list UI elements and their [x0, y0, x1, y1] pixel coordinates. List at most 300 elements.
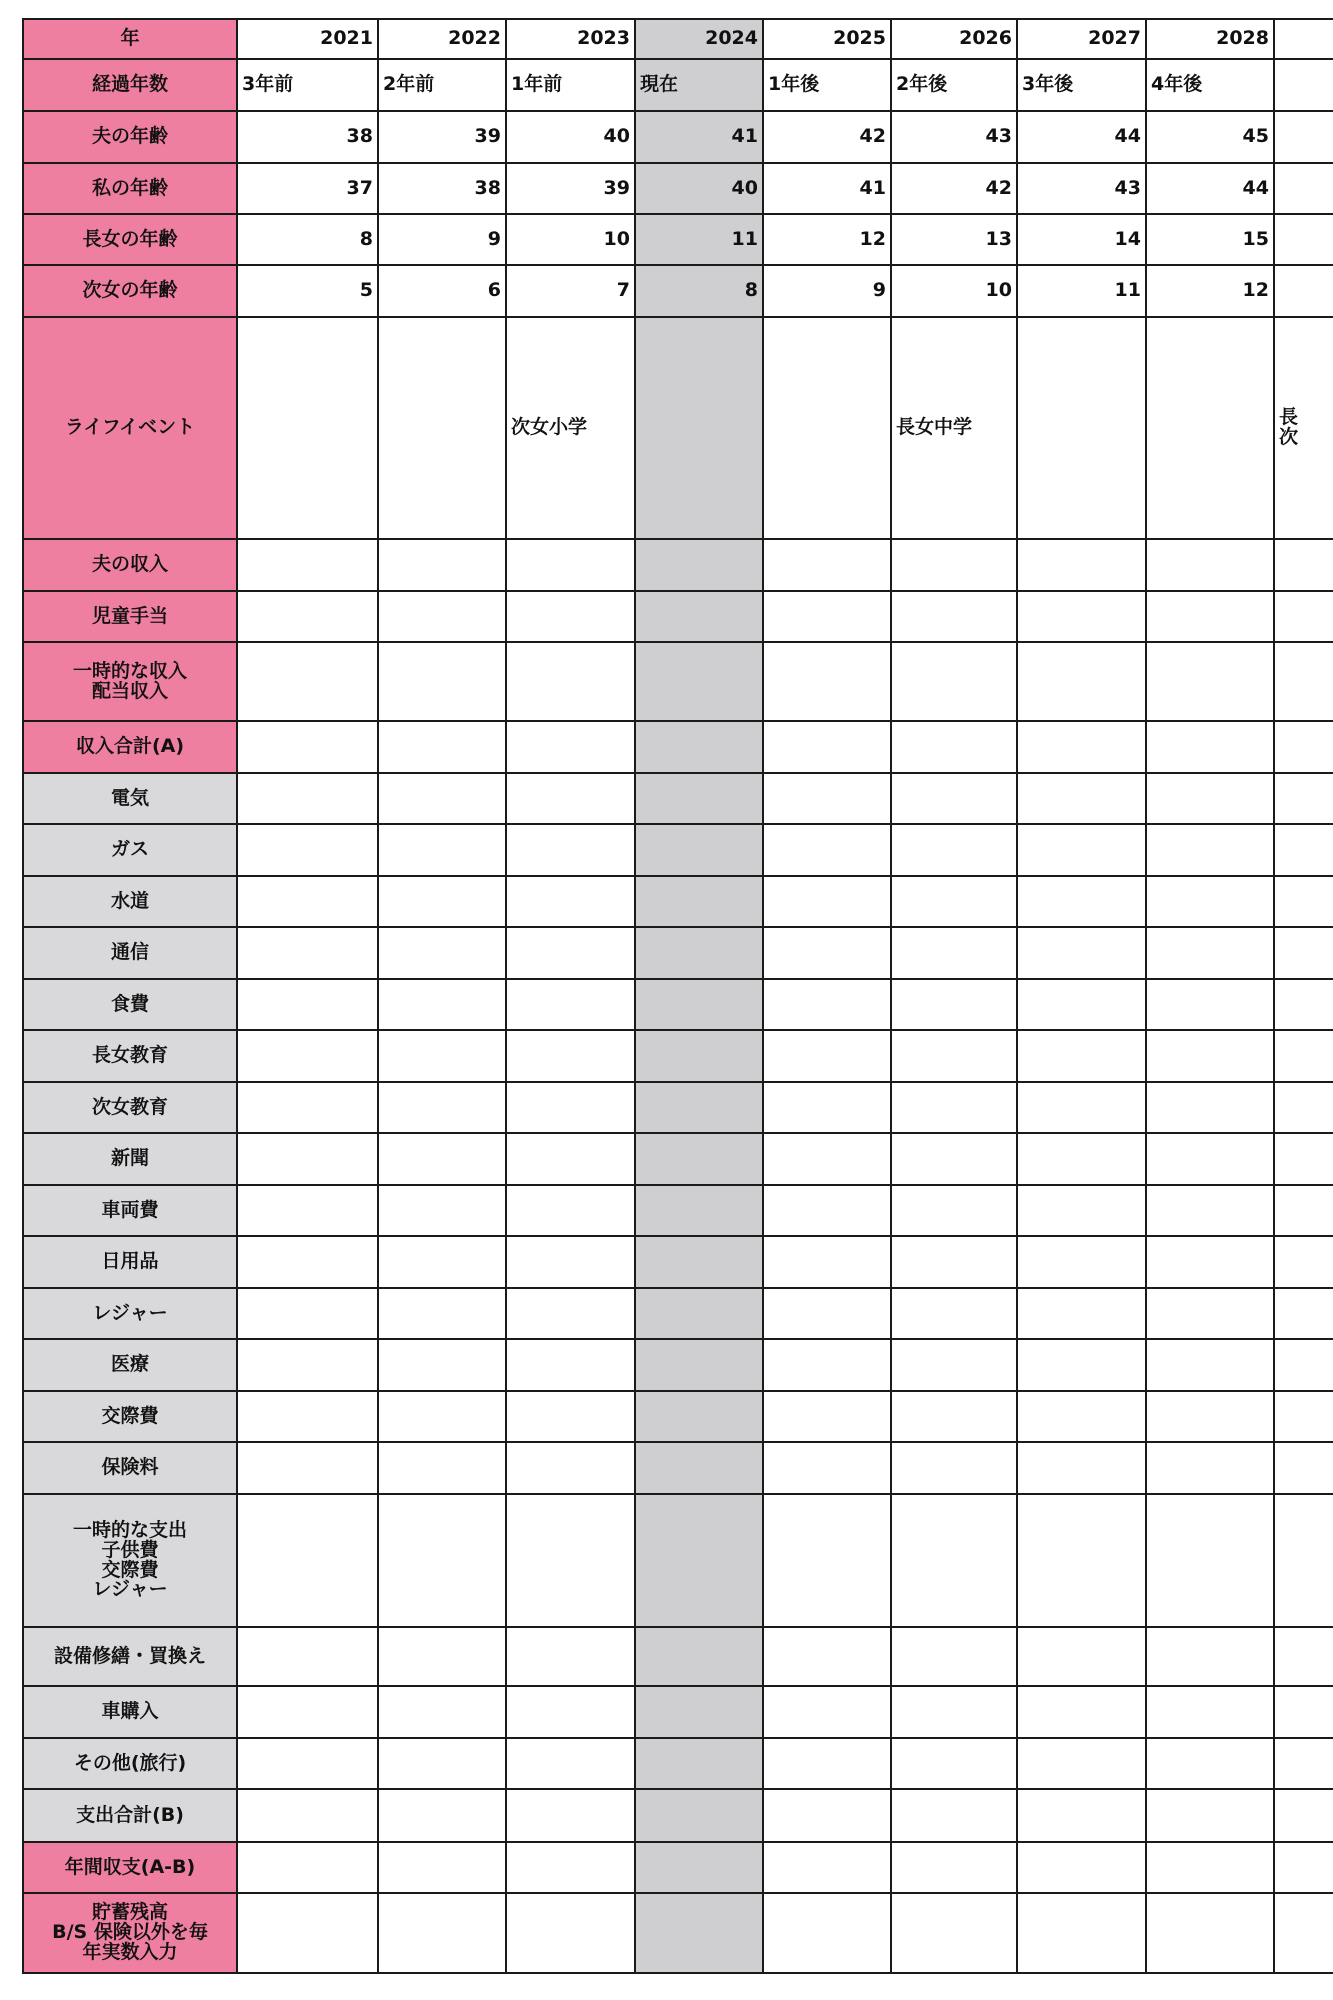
income-row-cell[interactable]	[1146, 539, 1274, 591]
expense-row	[23, 1082, 1333, 1133]
savings-row-cell[interactable]	[506, 1893, 635, 1973]
income-row-label-text: 配当収入	[91, 679, 168, 702]
expense-row-cell[interactable]	[891, 1030, 1017, 1082]
expense-row-cell-partial	[1274, 979, 1333, 1030]
income-total-row-cell[interactable]	[506, 721, 635, 773]
balance-row-cell[interactable]	[506, 1842, 635, 1893]
expense-row-cell[interactable]	[763, 1738, 891, 1789]
expense-row	[23, 1133, 1333, 1185]
income-row-cell[interactable]	[378, 539, 506, 591]
expense-row-cell[interactable]	[1017, 927, 1146, 979]
expense-row-cell[interactable]	[237, 773, 378, 824]
expense-row-cell[interactable]	[378, 1339, 506, 1391]
expense-row-label-text: 通信	[110, 941, 149, 964]
life-event-cell[interactable]	[763, 317, 891, 539]
income-total-row-cell[interactable]	[635, 721, 763, 773]
expense-row-cell[interactable]	[763, 1133, 891, 1185]
expense-row-cell[interactable]	[763, 979, 891, 1030]
life-event-cell[interactable]	[237, 317, 378, 539]
second-daughter-age-row-cell: 8	[635, 265, 763, 317]
expense-row-cell[interactable]	[1017, 1686, 1146, 1738]
life-event-cell[interactable]	[635, 317, 763, 539]
expense-row-cell[interactable]	[635, 1686, 763, 1738]
expense-row-cell[interactable]	[237, 1738, 378, 1789]
expense-row-cell[interactable]	[891, 824, 1017, 876]
expense-row-cell[interactable]	[1017, 1391, 1146, 1442]
expense-row-cell[interactable]	[506, 1391, 635, 1442]
income-row-cell[interactable]	[891, 591, 1017, 642]
expense-total-row-cell[interactable]	[237, 1789, 378, 1842]
expense-row-cell[interactable]	[763, 773, 891, 824]
expense-row-cell[interactable]	[506, 773, 635, 824]
life-event-cell[interactable]	[1017, 317, 1146, 539]
second-daughter-age-row-cell: 9	[763, 265, 891, 317]
life-event-cell[interactable]	[1146, 317, 1274, 539]
expense-row-cell[interactable]	[635, 773, 763, 824]
expense-row-cell[interactable]	[378, 824, 506, 876]
life-event-row-label-text: ライフイベント	[64, 416, 196, 439]
life-event-partial-text: 長	[1279, 406, 1299, 429]
savings-row-cell[interactable]	[635, 1893, 763, 1973]
balance-row-cell[interactable]	[1017, 1842, 1146, 1893]
expense-row-label-text: 交際費	[101, 1404, 159, 1427]
balance-row-cell[interactable]	[635, 1842, 763, 1893]
expense-row-cell[interactable]	[891, 1236, 1017, 1288]
income-row-cell[interactable]	[635, 539, 763, 591]
expense-row-cell[interactable]	[1017, 1185, 1146, 1236]
expense-row-cell-partial	[1274, 876, 1333, 927]
expense-row-cell[interactable]	[635, 1339, 763, 1391]
expense-row-cell[interactable]	[1017, 876, 1146, 927]
expense-row-cell[interactable]	[763, 1236, 891, 1288]
expense-row-cell[interactable]	[635, 1627, 763, 1686]
expense-row-cell[interactable]	[378, 1236, 506, 1288]
expense-row-cell[interactable]	[1017, 1288, 1146, 1339]
expense-row-cell[interactable]	[506, 1627, 635, 1686]
expense-row-cell[interactable]	[1146, 1391, 1274, 1442]
expense-row-cell[interactable]	[237, 1236, 378, 1288]
expense-row-cell[interactable]	[378, 1185, 506, 1236]
expense-row-cell[interactable]	[891, 1627, 1017, 1686]
expense-row-label-text: 食費	[110, 992, 149, 1015]
expense-row-label-text: 次女教育	[91, 1095, 168, 1118]
income-row-cell[interactable]	[763, 642, 891, 721]
expense-row-cell[interactable]	[237, 1686, 378, 1738]
expense-row-cell[interactable]	[635, 876, 763, 927]
expense-row-label	[23, 979, 237, 1030]
income-total-row-cell-partial	[1274, 721, 1333, 773]
life-event-cell[interactable]	[378, 317, 506, 539]
expense-row-cell[interactable]	[1146, 1627, 1274, 1686]
savings-row-label-text: B/S 保険以外を毎	[52, 1921, 208, 1944]
second-daughter-age-row-label-text: 次女の年齢	[82, 279, 178, 302]
expense-total-row-cell[interactable]	[1017, 1789, 1146, 1842]
first-daughter-age-row-cell: 10	[506, 214, 635, 265]
income-row-cell[interactable]	[891, 642, 1017, 721]
expense-row-cell[interactable]	[891, 1288, 1017, 1339]
expense-row-cell[interactable]	[1146, 1339, 1274, 1391]
expense-row-cell[interactable]	[1146, 876, 1274, 927]
expense-row-cell[interactable]	[635, 1133, 763, 1185]
husband-age-row-label-text: 夫の年齢	[91, 125, 168, 148]
expense-row-cell[interactable]	[237, 1339, 378, 1391]
year-row-cell: 2026	[891, 19, 1017, 59]
expense-total-row-cell[interactable]	[891, 1789, 1017, 1842]
expense-row-cell[interactable]	[378, 1627, 506, 1686]
husband-age-row-cell-partial	[1274, 111, 1333, 163]
income-row-cell[interactable]	[506, 642, 635, 721]
expense-row-cell[interactable]	[506, 1686, 635, 1738]
elapsed-row-cell: 1年後	[763, 59, 891, 111]
income-row-cell[interactable]	[763, 591, 891, 642]
my-age-row-cell: 43	[1017, 163, 1146, 214]
expense-row-cell[interactable]	[506, 1738, 635, 1789]
expense-row-cell[interactable]	[237, 1082, 378, 1133]
expense-row-cell[interactable]	[506, 927, 635, 979]
first-daughter-age-row-label	[23, 214, 237, 265]
expense-row-cell[interactable]	[891, 1442, 1017, 1494]
expense-row-cell[interactable]	[237, 824, 378, 876]
first-daughter-age-row-cell: 8	[237, 214, 378, 265]
expense-row-cell[interactable]	[635, 1082, 763, 1133]
expense-row-cell-partial	[1274, 1738, 1333, 1789]
expense-row-cell[interactable]	[635, 1738, 763, 1789]
balance-row-cell[interactable]	[378, 1842, 506, 1893]
income-row-cell[interactable]	[635, 591, 763, 642]
expense-row-cell[interactable]	[1146, 1738, 1274, 1789]
expense-row-cell[interactable]	[891, 1494, 1017, 1627]
husband-age-row-cell: 38	[237, 111, 378, 163]
year-row-cell: 2027	[1017, 19, 1146, 59]
expense-row-cell[interactable]	[378, 1082, 506, 1133]
expense-row-cell[interactable]	[237, 979, 378, 1030]
life-event-cell[interactable]: 次女小学	[506, 317, 635, 539]
life-event-cell[interactable]: 長女中学	[891, 317, 1017, 539]
expense-row-label	[23, 1030, 237, 1082]
expense-row-label	[23, 1391, 237, 1442]
expense-row-cell[interactable]	[506, 1236, 635, 1288]
expense-row-cell[interactable]	[1017, 1339, 1146, 1391]
husband-age-row-cell: 41	[635, 111, 763, 163]
expense-total-row-cell[interactable]	[635, 1789, 763, 1842]
life-event-row-label	[23, 317, 237, 539]
income-row-cell[interactable]	[378, 591, 506, 642]
expense-row-cell[interactable]	[1146, 1082, 1274, 1133]
expense-row-label	[23, 1133, 237, 1185]
expense-row-cell[interactable]	[635, 1030, 763, 1082]
expense-row-cell[interactable]	[506, 1288, 635, 1339]
first-daughter-age-row-cell: 11	[635, 214, 763, 265]
expense-row-cell[interactable]	[763, 1686, 891, 1738]
expense-row-cell[interactable]	[378, 927, 506, 979]
expense-row	[23, 1030, 1333, 1082]
expense-row-cell-partial	[1274, 1686, 1333, 1738]
savings-row-cell[interactable]	[1146, 1893, 1274, 1973]
expense-row-cell[interactable]	[506, 979, 635, 1030]
income-total-row-cell[interactable]	[378, 721, 506, 773]
savings-row-cell[interactable]	[378, 1893, 506, 1973]
expense-row-cell[interactable]	[237, 1030, 378, 1082]
expense-row-cell[interactable]	[1017, 1082, 1146, 1133]
expense-row-cell[interactable]	[635, 1185, 763, 1236]
expense-row-cell[interactable]	[891, 979, 1017, 1030]
my-age-row-cell: 37	[237, 163, 378, 214]
expense-row-cell[interactable]	[763, 1339, 891, 1391]
expense-row-cell[interactable]	[237, 1627, 378, 1686]
income-row-cell[interactable]	[1146, 642, 1274, 721]
life-event-cell-partial	[1274, 317, 1333, 539]
expense-row-cell[interactable]	[763, 1442, 891, 1494]
savings-row-label-text: 年実数入力	[82, 1940, 178, 1963]
expense-row-cell[interactable]	[891, 876, 1017, 927]
second-daughter-age-row-cell: 10	[891, 265, 1017, 317]
first-daughter-age-row-label-text: 長女の年齢	[82, 227, 178, 250]
expense-row-cell-partial	[1274, 1442, 1333, 1494]
expense-row-cell[interactable]	[506, 876, 635, 927]
expense-row-cell[interactable]	[763, 824, 891, 876]
expense-row-cell[interactable]	[635, 1288, 763, 1339]
expense-row-cell[interactable]	[1017, 1442, 1146, 1494]
expense-row-cell[interactable]	[1017, 773, 1146, 824]
second-daughter-age-row-cell: 12	[1146, 265, 1274, 317]
expense-row-cell[interactable]	[635, 927, 763, 979]
expense-row-cell[interactable]	[237, 1133, 378, 1185]
husband-age-row	[23, 111, 1333, 163]
expense-row-cell[interactable]	[237, 1442, 378, 1494]
income-total-row-cell[interactable]	[763, 721, 891, 773]
expense-row-cell[interactable]	[635, 1494, 763, 1627]
expense-row-cell[interactable]	[635, 824, 763, 876]
expense-row-cell[interactable]	[1146, 1133, 1274, 1185]
expense-row-cell[interactable]	[506, 1030, 635, 1082]
elapsed-row-label-text: 経過年数	[91, 73, 168, 96]
expense-row-cell-partial	[1274, 1236, 1333, 1288]
expense-row	[23, 773, 1333, 824]
expense-total-row-cell[interactable]	[506, 1789, 635, 1842]
expense-row-cell[interactable]	[378, 1030, 506, 1082]
expense-total-row-cell-partial	[1274, 1789, 1333, 1842]
balance-row-label-text: 年間収支(A-B)	[64, 1855, 196, 1878]
elapsed-row-cell: 3年後	[1017, 59, 1146, 111]
expense-row-cell[interactable]	[763, 1082, 891, 1133]
expense-row-cell[interactable]	[1146, 1185, 1274, 1236]
expense-row-cell[interactable]	[763, 1185, 891, 1236]
expense-row-label-text: 医療	[110, 1353, 149, 1376]
expense-row-cell[interactable]	[237, 927, 378, 979]
savings-row-cell[interactable]	[1017, 1893, 1146, 1973]
elapsed-row-cell: 2年前	[378, 59, 506, 111]
expense-row-cell[interactable]	[1146, 979, 1274, 1030]
husband-age-row-cell: 42	[763, 111, 891, 163]
expense-row-cell[interactable]	[1017, 1030, 1146, 1082]
expense-row-cell[interactable]	[1017, 979, 1146, 1030]
second-daughter-age-row-cell: 11	[1017, 265, 1146, 317]
expense-row-cell[interactable]	[891, 1738, 1017, 1789]
expense-row-cell[interactable]	[378, 1738, 506, 1789]
expense-row-cell[interactable]	[635, 1442, 763, 1494]
income-row-cell[interactable]	[237, 539, 378, 591]
expense-row-cell[interactable]	[378, 876, 506, 927]
expense-row-cell[interactable]	[378, 979, 506, 1030]
elapsed-row-cell: 2年後	[891, 59, 1017, 111]
income-row-cell[interactable]	[1017, 539, 1146, 591]
expense-row-cell[interactable]	[237, 1494, 378, 1627]
expense-row-cell[interactable]	[378, 1686, 506, 1738]
life-event-row	[23, 317, 1333, 539]
balance-row-cell[interactable]	[891, 1842, 1017, 1893]
expense-row-cell[interactable]	[506, 824, 635, 876]
expense-row-label-text: レジャー	[92, 1301, 168, 1324]
my-age-row-cell: 42	[891, 163, 1017, 214]
expense-row-cell[interactable]	[1017, 1236, 1146, 1288]
balance-row-cell[interactable]	[237, 1842, 378, 1893]
expense-row-cell[interactable]	[891, 773, 1017, 824]
expense-row-cell[interactable]	[1146, 824, 1274, 876]
expense-row-cell-partial	[1274, 927, 1333, 979]
expense-row-label-text: その他(旅行)	[73, 1751, 187, 1774]
income-row-cell[interactable]	[506, 539, 635, 591]
expense-row-cell[interactable]	[1017, 1627, 1146, 1686]
expense-row-cell[interactable]	[237, 1288, 378, 1339]
expense-row-cell[interactable]	[891, 1185, 1017, 1236]
expense-row-cell[interactable]	[891, 927, 1017, 979]
expense-row-cell[interactable]	[237, 1185, 378, 1236]
expense-row-cell[interactable]	[1017, 824, 1146, 876]
expense-row-cell[interactable]	[506, 1082, 635, 1133]
income-row-cell[interactable]	[1017, 642, 1146, 721]
husband-age-row-cell: 44	[1017, 111, 1146, 163]
expense-row-label	[23, 1236, 237, 1288]
expense-row-cell[interactable]	[635, 979, 763, 1030]
income-row-cell[interactable]	[237, 642, 378, 721]
expense-row-cell[interactable]	[891, 1391, 1017, 1442]
year-row-cell-partial	[1274, 19, 1333, 59]
expense-row-cell[interactable]	[506, 1133, 635, 1185]
income-total-row-cell[interactable]	[1017, 721, 1146, 773]
savings-row-cell[interactable]	[237, 1893, 378, 1973]
expense-row-cell[interactable]	[378, 1288, 506, 1339]
expense-row-label-text: 水道	[110, 889, 149, 912]
expense-row-cell[interactable]	[506, 1339, 635, 1391]
expense-row-label-text: 車購入	[101, 1700, 159, 1723]
year-row-label-text: 年	[120, 27, 140, 50]
husband-age-row-cell: 39	[378, 111, 506, 163]
expense-row-cell[interactable]	[1017, 1494, 1146, 1627]
expense-row-cell[interactable]	[378, 1391, 506, 1442]
expense-row-label	[23, 1494, 237, 1627]
expense-row	[23, 1738, 1333, 1789]
expense-row-cell[interactable]	[1146, 773, 1274, 824]
income-total-row-cell[interactable]	[1146, 721, 1274, 773]
expense-row-cell[interactable]	[1017, 1133, 1146, 1185]
expense-row-cell[interactable]	[237, 1391, 378, 1442]
my-age-row-cell: 39	[506, 163, 635, 214]
income-row	[23, 591, 1333, 642]
income-row-cell[interactable]	[763, 539, 891, 591]
expense-total-row-cell[interactable]	[763, 1789, 891, 1842]
expense-row-cell[interactable]	[1146, 927, 1274, 979]
expense-row-cell[interactable]	[1146, 1442, 1274, 1494]
expense-row-cell[interactable]	[1146, 1030, 1274, 1082]
balance-row-cell[interactable]	[763, 1842, 891, 1893]
savings-row-cell[interactable]	[891, 1893, 1017, 1973]
expense-row-cell[interactable]	[891, 1339, 1017, 1391]
husband-age-row-cell: 45	[1146, 111, 1274, 163]
expense-row-cell[interactable]	[891, 1082, 1017, 1133]
expense-row-cell[interactable]	[763, 1030, 891, 1082]
expense-row-cell[interactable]	[635, 1236, 763, 1288]
income-row-label	[23, 591, 237, 642]
first-daughter-age-row-cell: 9	[378, 214, 506, 265]
expense-row-label-text: 日用品	[101, 1250, 159, 1273]
expense-row-cell[interactable]	[763, 1494, 891, 1627]
expense-row-cell[interactable]	[1146, 1236, 1274, 1288]
income-row-cell[interactable]	[237, 591, 378, 642]
savings-row-cell[interactable]	[763, 1893, 891, 1973]
income-total-row-label-text: 収入合計(A)	[75, 735, 185, 758]
second-daughter-age-row-cell: 7	[506, 265, 635, 317]
expense-row-cell[interactable]	[378, 1133, 506, 1185]
balance-row-cell-partial	[1274, 1842, 1333, 1893]
expense-row-cell[interactable]	[506, 1494, 635, 1627]
income-row-cell[interactable]	[1146, 591, 1274, 642]
expense-row-cell[interactable]	[1146, 1288, 1274, 1339]
expense-row-cell-partial	[1274, 773, 1333, 824]
expense-row-cell[interactable]	[763, 1391, 891, 1442]
expense-row-cell[interactable]	[378, 1442, 506, 1494]
expense-row-label-text: 電気	[110, 786, 149, 809]
balance-row-cell[interactable]	[1146, 1842, 1274, 1893]
expense-row-label	[23, 1738, 237, 1789]
income-row-cell[interactable]	[378, 642, 506, 721]
expense-row-cell[interactable]	[1017, 1738, 1146, 1789]
expense-row-cell[interactable]	[763, 1627, 891, 1686]
first-daughter-age-row-cell: 15	[1146, 214, 1274, 265]
expense-row-cell-partial	[1274, 1133, 1333, 1185]
expense-row-cell[interactable]	[237, 876, 378, 927]
expense-total-row-label-text: 支出合計(B)	[76, 1803, 184, 1826]
expense-row-cell[interactable]	[1146, 1686, 1274, 1738]
expense-total-row-cell[interactable]	[1146, 1789, 1274, 1842]
expense-row-cell[interactable]	[763, 927, 891, 979]
expense-row-cell[interactable]	[378, 1494, 506, 1627]
year-row-cell: 2024	[635, 19, 763, 59]
expense-row-cell[interactable]	[378, 773, 506, 824]
year-row-cell: 2021	[237, 19, 378, 59]
income-row-cell-partial	[1274, 591, 1333, 642]
husband-age-row-label	[23, 111, 237, 163]
elapsed-row-cell: 3年前	[237, 59, 378, 111]
income-total-row-cell[interactable]	[891, 721, 1017, 773]
expense-row-cell[interactable]	[763, 876, 891, 927]
expense-row-cell[interactable]	[763, 1288, 891, 1339]
expense-row-cell[interactable]	[506, 1442, 635, 1494]
income-row-label-text: 夫の収入	[91, 553, 168, 576]
my-age-row-cell: 40	[635, 163, 763, 214]
expense-row-cell[interactable]	[891, 1686, 1017, 1738]
expense-row-cell[interactable]	[506, 1185, 635, 1236]
income-row-cell[interactable]	[1017, 591, 1146, 642]
expense-row-cell[interactable]	[1146, 1494, 1274, 1627]
expense-row-cell[interactable]	[635, 1391, 763, 1442]
income-total-row-cell[interactable]	[237, 721, 378, 773]
income-row-cell[interactable]	[506, 591, 635, 642]
expense-row-cell[interactable]	[891, 1133, 1017, 1185]
expense-row	[23, 1288, 1333, 1339]
income-row-cell[interactable]	[891, 539, 1017, 591]
expense-total-row-cell[interactable]	[378, 1789, 506, 1842]
income-row-cell[interactable]	[635, 642, 763, 721]
